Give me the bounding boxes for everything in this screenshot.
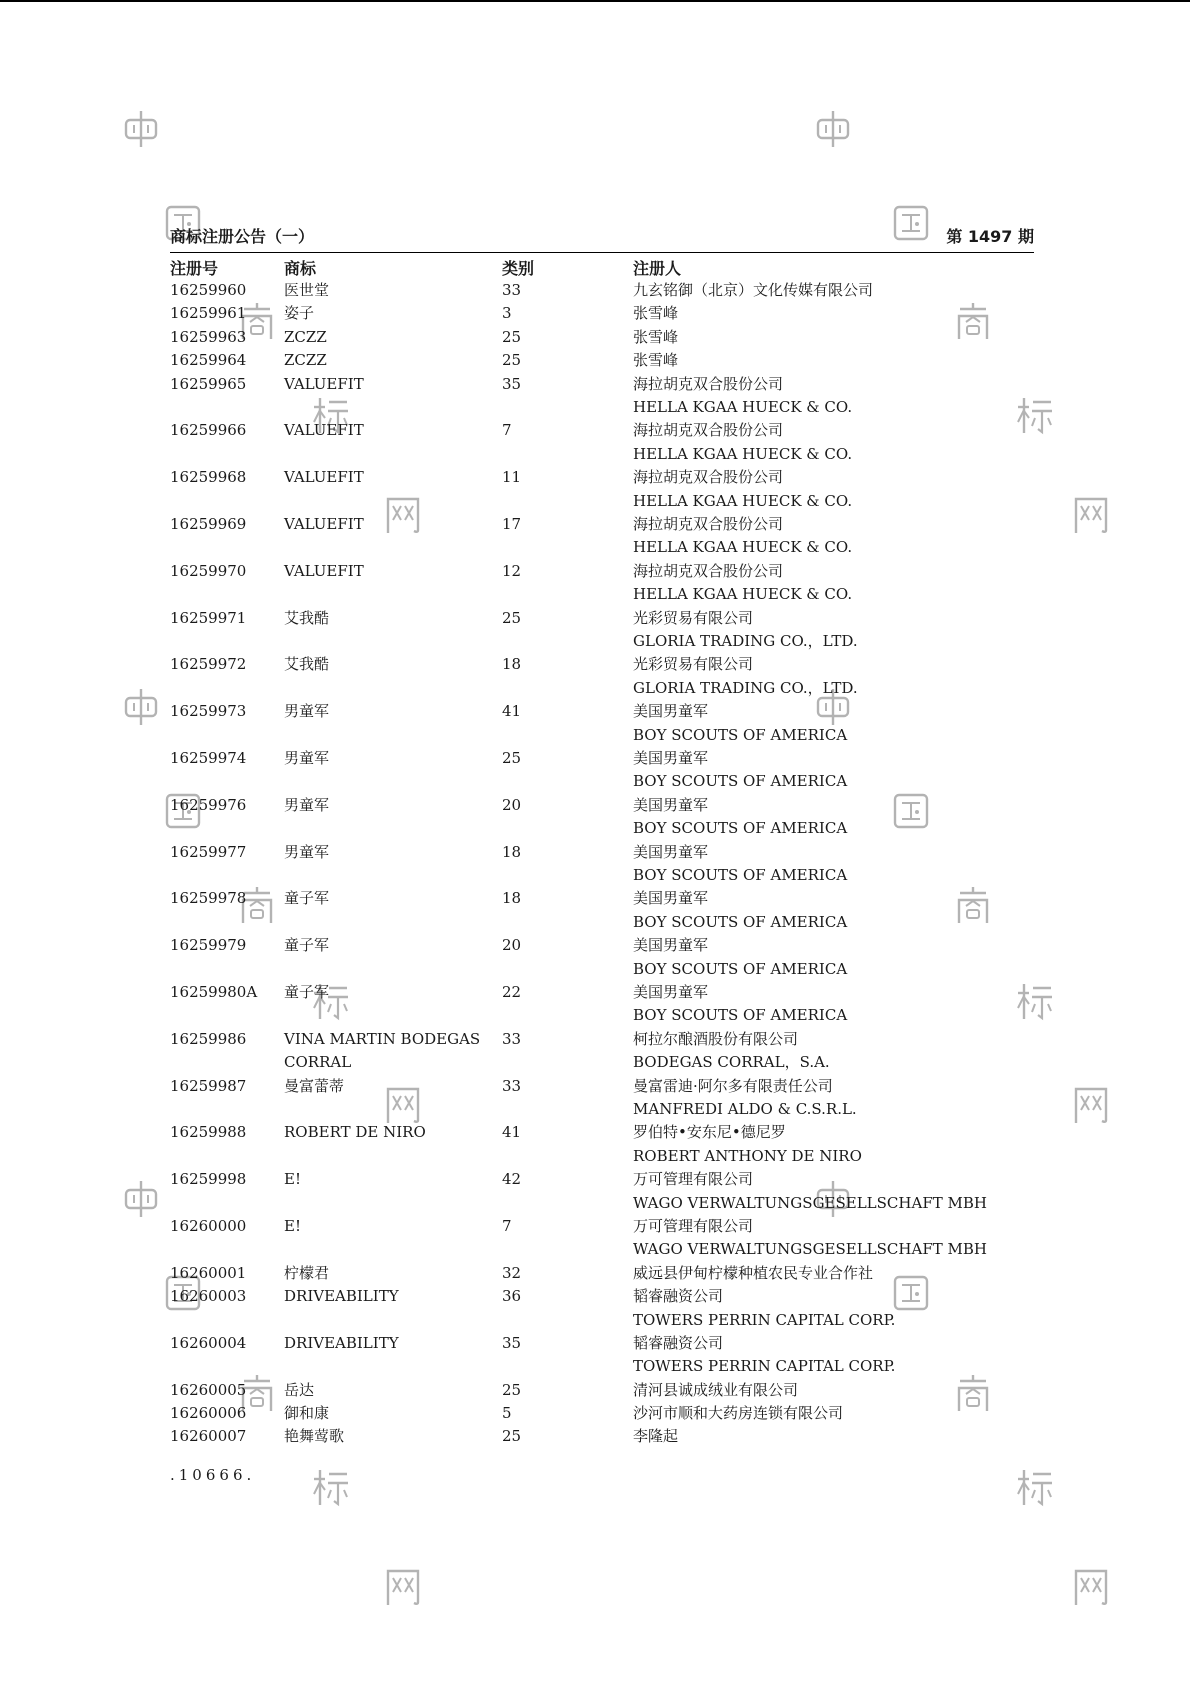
registrant-name: 美国男童军 BOY SCOUTS OF AMERICA (633, 795, 848, 838)
class-number: 12 (502, 561, 522, 580)
class-number: 18 (502, 842, 522, 861)
table-row (170, 326, 1050, 349)
registrant-name: 海拉胡克双合股份公司 HELLA KGAA HUECK & CO. (633, 468, 853, 510)
registration-number: 16259961 (170, 304, 247, 323)
watermark-stamp-glyph-0 (120, 686, 162, 728)
registration-number: 16259973 (170, 702, 247, 721)
registration-number: 16259968 (170, 468, 247, 487)
registrant-name: 九玄铭御（北京）文化传媒有限公司 (633, 281, 874, 299)
class-number: 22 (502, 982, 522, 1001)
table-row (170, 981, 1050, 1028)
registrant-name: 李隆起 (633, 1427, 679, 1446)
trademark-name: 曼富蕾蒂 (284, 1076, 345, 1095)
class-number: 18 (502, 655, 522, 674)
table-row (170, 1332, 1050, 1379)
class-number: 36 (502, 1287, 522, 1306)
trademark-name: 男童军 (284, 748, 330, 767)
trademark-name: 岳达 (284, 1380, 315, 1399)
table-row (170, 1262, 1050, 1285)
column-header-mark: 商标 (284, 259, 317, 278)
registration-number: 16259974 (170, 748, 247, 767)
table-row (170, 607, 1050, 654)
registration-number: 16259970 (170, 561, 247, 580)
registrant-name: 光彩贸易有限公司 GLORIA TRADING CO.，LTD. (633, 655, 858, 697)
table-row (170, 1215, 1050, 1262)
trademark-name: VALUEFIT (284, 561, 364, 580)
class-number: 25 (502, 748, 522, 767)
watermark-stamp-glyph-0 (812, 108, 854, 150)
registrant-name: 美国男童军 BOY SCOUTS OF AMERICA (633, 842, 848, 884)
registration-number: 16260000 (170, 1216, 247, 1235)
trademark-name: ZCZZ (284, 351, 327, 370)
table-row (170, 1028, 1050, 1075)
registrant-name: 万可管理有限公司 WAGO VERWALTUNGSGESELLSCHAFT MBH (633, 1170, 987, 1212)
trademark-name: VALUEFIT (284, 421, 364, 440)
column-header-registrant: 注册人 (633, 259, 682, 278)
page-title: 商标注册公告（一） (170, 227, 315, 246)
class-number: 33 (502, 1076, 522, 1095)
registrant-name: 沙河市顺和大药房连锁有限公司 (633, 1404, 844, 1423)
table-row (170, 841, 1050, 888)
watermark-stamp-glyph-3 (310, 1466, 352, 1508)
registration-number: 16259971 (170, 608, 247, 627)
table-row (170, 1379, 1050, 1402)
registrant-name: 柯拉尔酿酒股份有限公司 BODEGAS CORRAL，S.A. (633, 1029, 830, 1072)
class-number: 7 (502, 1216, 512, 1235)
registrant-name: 清河县诚成绒业有限公司 (633, 1380, 799, 1399)
registrant-name: 美国男童军 BOY SCOUTS OF AMERICA (633, 702, 848, 744)
class-number: 32 (502, 1263, 522, 1282)
table-row (170, 513, 1050, 560)
registrant-name: 美国男童军 BOY SCOUTS OF AMERICA (633, 982, 848, 1025)
table-row (170, 1425, 1050, 1448)
trademark-name: 童子军 (284, 936, 330, 955)
table-row (170, 887, 1050, 934)
registrant-name: 美国男童军 BOY SCOUTS OF AMERICA (633, 748, 848, 791)
registrant-name: 万可管理有限公司 WAGO VERWALTUNGSGESELLSCHAFT MBH (633, 1216, 987, 1259)
issue-number: 第 1497 期 (946, 227, 1034, 246)
registrant-name: 曼富雷迪·阿尔多有限责任公司 MANFREDI ALDO & C.S.R.L. (633, 1076, 857, 1118)
trademark-name: VALUEFIT (284, 514, 364, 533)
trademark-name: 艾我酷 (284, 608, 330, 627)
registrant-name: 张雪峰 (633, 351, 679, 370)
registration-number: 16259998 (170, 1170, 247, 1189)
class-number: 41 (502, 1123, 522, 1142)
registrant-name: 美国男童军 BOY SCOUTS OF AMERICA (633, 889, 848, 931)
table-row (170, 1075, 1050, 1122)
class-number: 3 (502, 304, 512, 323)
registration-number: 16260005 (170, 1380, 247, 1399)
registration-number: 16259980A (170, 982, 258, 1001)
trademark-name: 童子军 (284, 982, 330, 1001)
watermark-stamp-glyph-4 (1070, 494, 1112, 536)
top-border (0, 0, 1190, 2)
registrant-name: 韬睿融资公司 TOWERS PERRIN CAPITAL CORP. (633, 1333, 896, 1376)
class-number: 35 (502, 1333, 522, 1352)
class-number: 25 (502, 1380, 522, 1399)
table-row (170, 1285, 1050, 1332)
trademark-name: 艾我酷 (284, 655, 330, 674)
registration-number: 16260004 (170, 1333, 247, 1352)
registration-number: 16259960 (170, 281, 247, 299)
column-header-class: 类别 (502, 259, 535, 278)
trademark-name: 御和康 (284, 1404, 330, 1423)
page-header (170, 222, 1034, 253)
trademark-name: E! (284, 1216, 301, 1235)
class-number: 20 (502, 936, 522, 955)
registrant-name: 威远县伊甸柠檬种植农民专业合作社 (633, 1263, 874, 1282)
table-row (170, 934, 1050, 981)
trademark-name: 男童军 (284, 842, 330, 861)
registrant-name: 张雪峰 (633, 327, 679, 346)
registrant-name: 韬睿融资公司 TOWERS PERRIN CAPITAL CORP. (633, 1287, 896, 1329)
class-number: 17 (502, 514, 522, 533)
table-row (170, 419, 1050, 466)
trademark-name: 医世堂 (284, 281, 330, 299)
table-row (170, 349, 1050, 372)
class-number: 11 (502, 468, 522, 487)
watermark-stamp-glyph-4 (1070, 1566, 1112, 1608)
table-row (170, 279, 1050, 302)
registrant-name: 海拉胡克双合股份公司 HELLA KGAA HUECK & CO. (633, 561, 853, 604)
registrant-name: 张雪峰 (633, 304, 679, 323)
registration-number: 16260003 (170, 1287, 247, 1306)
class-number: 42 (502, 1170, 522, 1189)
class-number: 7 (502, 421, 512, 440)
class-number: 25 (502, 1427, 522, 1446)
column-header-number: 注册号 (170, 259, 219, 278)
trademark-name: 姿子 (284, 304, 315, 323)
registration-number: 16259963 (170, 327, 247, 346)
trademark-name: 柠檬君 (284, 1263, 330, 1282)
class-number: 5 (502, 1404, 512, 1423)
trademark-name: VALUEFIT (284, 468, 364, 487)
trademark-name: ZCZZ (284, 327, 327, 346)
trademark-table (170, 279, 1050, 1449)
registration-number: 16259976 (170, 795, 247, 814)
registrant-name: 光彩贸易有限公司 GLORIA TRADING CO.，LTD. (633, 608, 858, 650)
table-row (170, 560, 1050, 607)
class-number: 33 (502, 281, 522, 299)
watermark-stamp-glyph-3 (1014, 1466, 1056, 1508)
table-row (170, 373, 1050, 420)
table-row (170, 1402, 1050, 1425)
registration-number: 16260001 (170, 1263, 247, 1282)
registration-number: 16259964 (170, 351, 247, 370)
class-number: 41 (502, 702, 522, 721)
page-number: .10666. (170, 1466, 256, 1484)
class-number: 25 (502, 608, 522, 627)
table-row (170, 1121, 1050, 1168)
trademark-name: 艳舞莺歌 (284, 1427, 345, 1446)
registration-number: 16259977 (170, 842, 247, 861)
registrant-name: 海拉胡克双合股份公司 HELLA KGAA HUECK & CO. (633, 374, 853, 416)
class-number: 25 (502, 351, 522, 370)
registrant-name: 罗伯特•安东尼•德尼罗 ROBERT ANTHONY DE NIRO (633, 1123, 862, 1165)
registrant-name: 海拉胡克双合股份公司 HELLA KGAA HUECK & CO. (633, 421, 853, 463)
trademark-name: 童子军 (284, 889, 330, 908)
table-row (170, 466, 1050, 513)
table-row (170, 747, 1050, 794)
registration-number: 16259972 (170, 655, 247, 674)
registration-number: 16259979 (170, 936, 247, 955)
class-number: 35 (502, 374, 522, 393)
registration-number: 16259987 (170, 1076, 247, 1095)
registration-number: 16259986 (170, 1029, 247, 1048)
registration-number: 16259965 (170, 374, 247, 393)
trademark-name: 男童军 (284, 795, 330, 814)
registration-number: 16259966 (170, 421, 247, 440)
trademark-name: E! (284, 1170, 301, 1189)
registration-number: 16260006 (170, 1404, 247, 1423)
trademark-name: DRIVEABILITY (284, 1287, 399, 1306)
table-row (170, 1168, 1050, 1215)
table-row (170, 700, 1050, 747)
table-row (170, 653, 1050, 700)
table-row (170, 794, 1050, 841)
trademark-name: VALUEFIT (284, 374, 364, 393)
registration-number: 16259988 (170, 1123, 247, 1142)
registration-number: 16259978 (170, 889, 247, 908)
trademark-name: ROBERT DE NIRO (284, 1123, 426, 1142)
registrant-name: 美国男童军 BOY SCOUTS OF AMERICA (633, 936, 848, 978)
table-row (170, 302, 1050, 325)
registration-number: 16259969 (170, 514, 247, 533)
class-number: 20 (502, 795, 522, 814)
registrant-name: 海拉胡克双合股份公司 HELLA KGAA HUECK & CO. (633, 514, 853, 557)
registration-number: 16260007 (170, 1427, 247, 1446)
trademark-name: 男童军 (284, 702, 330, 721)
trademark-name: DRIVEABILITY (284, 1333, 399, 1352)
class-number: 18 (502, 889, 522, 908)
class-number: 25 (502, 327, 522, 346)
watermark-stamp-glyph-4 (1070, 1084, 1112, 1126)
trademark-name: VINA MARTIN BODEGAS CORRAL (284, 1029, 481, 1072)
watermark-stamp-glyph-0 (120, 1178, 162, 1220)
class-number: 33 (502, 1029, 522, 1048)
watermark-stamp-glyph-0 (120, 108, 162, 150)
watermark-stamp-glyph-4 (382, 1566, 424, 1608)
